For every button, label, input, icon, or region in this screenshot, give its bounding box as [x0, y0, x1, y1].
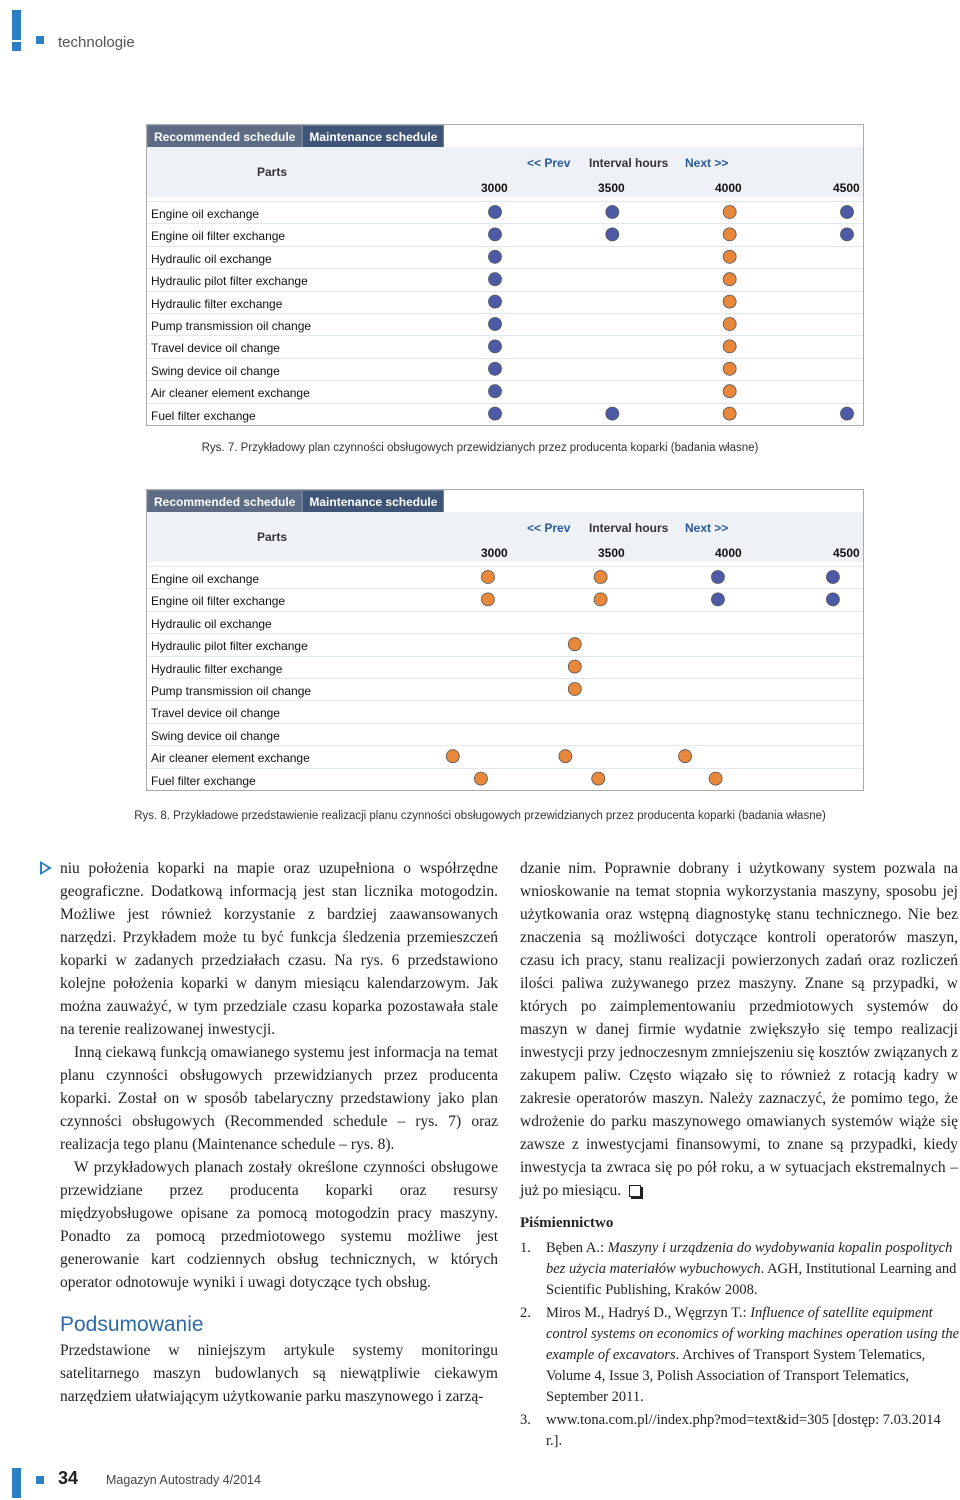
- bibliography-rest: . AGH, Institutional Learning and Scientific Publishing, Kraków 2008.: [546, 1261, 957, 1298]
- part-name: Engine oil exchange: [151, 572, 260, 586]
- schedule-marker-orange: [709, 772, 722, 785]
- schedule-marker-blue: [489, 362, 502, 375]
- section-title: technologie: [58, 34, 135, 51]
- paragraph: Przedstawione w niniejszym artykule systemy monitoringu satelitarnego maszyn budowlanych są niewątpliwie ciekawym narzędziem ułatwiającym użytkowanie parku maszynowego i zarzą-: [60, 1342, 498, 1405]
- interval-tick-label: 3500: [598, 181, 625, 195]
- interval-hours-label: Interval hours: [589, 521, 669, 535]
- bibliography-text: [546, 1303, 960, 1408]
- schedule-markers: [147, 125, 863, 425]
- schedule-marker-orange: [474, 772, 487, 785]
- bibliography-item: [520, 1238, 960, 1301]
- next-button[interactable]: Next >>: [685, 521, 729, 535]
- parts-label: Parts: [257, 165, 288, 179]
- interval-tick-label: 4500: [833, 546, 860, 560]
- bibliography-number: 2.: [520, 1305, 531, 1321]
- bibliography-title-italic: Maszyny i urządzenia do wydobywania kopalin pospolitych bez użycia materiałów wybuchowych: [546, 1240, 953, 1277]
- prev-button[interactable]: << Prev: [527, 521, 571, 535]
- part-name: Engine oil filter exchange: [151, 229, 286, 244]
- schedule-marker-blue: [489, 385, 502, 398]
- schedule-marker-orange: [446, 750, 459, 763]
- schedule-marker-blue: [489, 273, 502, 286]
- bibliography-item: [520, 1410, 960, 1452]
- schedule-marker-blue: [841, 206, 854, 219]
- page-number: 34: [58, 1468, 79, 1488]
- square-bullet-icon: [36, 36, 44, 44]
- schedule-marker-blue: [489, 318, 502, 331]
- tab-recommended-schedule[interactable]: Recommended schedule: [147, 125, 302, 149]
- schedule-markers: [147, 490, 863, 790]
- section-heading: Podsumowanie: [60, 1313, 204, 1336]
- right-column: [520, 857, 958, 1202]
- schedule-marker-orange: [723, 295, 736, 308]
- bibliography-author: Bęben A.:: [546, 1240, 608, 1256]
- schedule-marker-orange: [594, 571, 607, 584]
- part-name: Hydraulic filter exchange: [151, 661, 283, 676]
- left-column: [60, 857, 498, 1294]
- figure-maintenance-schedule: [146, 489, 864, 791]
- part-name: Hydraulic oil exchange: [151, 251, 272, 266]
- tab-maintenance-schedule[interactable]: Maintenance schedule: [302, 125, 444, 149]
- paragraph: Inną ciekawą funkcją omawianego systemu jest informacja na temat planu czynności obsługowych przewidzianych przez producenta koparki. Został on w sposób tabelaryczny przedstawiony jako plan czynności obsługowych (Recommended schedule – rys. 7) oraz realizacja tego planu (Maintenance schedule – rys. 8).: [60, 1044, 498, 1153]
- part-name: Hydraulic pilot filter exchange: [151, 274, 308, 289]
- schedule-marker-blue: [826, 571, 839, 584]
- interval-tick-label: 3500: [598, 546, 625, 560]
- bibliography-item: [520, 1303, 960, 1408]
- interval-tick-label: 4000: [715, 181, 742, 195]
- part-name: Air cleaner element exchange: [151, 751, 310, 766]
- schedule-marker-orange: [481, 593, 494, 606]
- parts-label: Parts: [257, 530, 288, 544]
- bibliography-rest: . Archives of Transport System Telematics, Volume 4, Issue 3, Polish Association of Transport Telematics, September 2011.: [546, 1347, 926, 1405]
- schedule-marker-blue: [489, 340, 502, 353]
- schedule-marker-blue: [841, 407, 854, 420]
- schedule-marker-orange: [723, 206, 736, 219]
- schedule-marker-orange: [592, 772, 605, 785]
- part-name: Hydraulic filter exchange: [151, 296, 283, 311]
- schedule-marker-orange: [568, 683, 581, 696]
- schedule-marker-blue: [606, 407, 619, 420]
- part-name: Pump transmission oil change: [151, 319, 312, 333]
- next-button[interactable]: Next >>: [685, 156, 729, 170]
- magazine-name: Magazyn Autostrady 4/2014: [106, 1473, 261, 1487]
- interval-tick-label: 3000: [481, 181, 508, 195]
- continuation-arrow-icon: [40, 861, 52, 875]
- schedule-marker-orange: [481, 571, 494, 584]
- schedule-marker-blue: [489, 228, 502, 241]
- schedule-marker-blue: [489, 407, 502, 420]
- part-name: Fuel filter exchange: [151, 773, 256, 788]
- schedule-marker-blue: [489, 206, 502, 219]
- schedule-marker-orange: [723, 273, 736, 286]
- schedule-marker-orange: [568, 660, 581, 673]
- paragraph: niu położenia koparki na mapie oraz uzupełniona o współrzędne geograficzne. Dodatkową informacją jest stan licznika motogodzin. Możliwe jest również korzystanie z bardziej zaawansowanych narzędzi. Przykładem może tu być funkcja śledzenia przemieszczeń koparki w zadanych przedziałach czasu. Na rys. 6 przedstawiono kolejne położenia koparki w danym miesiącu kalendarzowym. Jak można zauważyć, w tym przedziale czasu koparka pozostawała stale na terenie realizowanej inwestycji.: [60, 860, 498, 1038]
- schedule-marker-orange: [723, 340, 736, 353]
- bibliography-number: 1.: [520, 1240, 531, 1256]
- part-name: Fuel filter exchange: [151, 408, 256, 423]
- part-name: Engine oil filter exchange: [151, 594, 286, 609]
- brand-mark-icon: [12, 10, 26, 48]
- interval-hours-label: Interval hours: [589, 156, 669, 170]
- part-name: Pump transmission oil change: [151, 684, 312, 698]
- figure-7-caption: Rys. 7. Przykładowy plan czynności obsługowych przewidzianych przez producenta koparki (badania własne): [201, 442, 759, 454]
- schedule-marker-orange: [559, 750, 572, 763]
- interval-tick-label: 4000: [715, 546, 742, 560]
- schedule-marker-orange: [723, 318, 736, 331]
- part-name: Engine oil exchange: [151, 207, 260, 221]
- part-name: Swing device oil change: [151, 728, 280, 743]
- interval-tick-label: 4500: [833, 181, 860, 195]
- part-name: Hydraulic oil exchange: [151, 616, 272, 631]
- schedule-marker-blue: [826, 593, 839, 606]
- schedule-marker-blue: [489, 250, 502, 263]
- part-name: Air cleaner element exchange: [151, 386, 310, 401]
- part-name: Travel device oil change: [151, 706, 280, 721]
- bibliography-title-italic: Influence of satellite equipment control systems on economics of working machines operation using the example of excavators: [546, 1305, 960, 1363]
- part-name: Travel device oil change: [151, 341, 280, 356]
- part-name: Swing device oil change: [151, 363, 280, 378]
- schedule-marker-blue: [841, 228, 854, 241]
- schedule-marker-orange: [723, 407, 736, 420]
- schedule-marker-blue: [711, 593, 724, 606]
- figure-8-caption: Rys. 8. Przykładowe przedstawienie realizacji planu czynności obsługowych przewidzianych przez producenta koparki (badania własne): [134, 810, 826, 822]
- part-name: Hydraulic pilot filter exchange: [151, 639, 308, 654]
- schedule-marker-orange: [723, 228, 736, 241]
- square-bullet-icon: [36, 1476, 44, 1484]
- bibliography-author: Miros M., Hadryś D., Węgrzyn T.:: [546, 1305, 751, 1321]
- bibliography-title: Piśmiennictwo: [520, 1215, 614, 1231]
- brand-mark-icon: [12, 1468, 21, 1498]
- schedule-marker-orange: [594, 593, 607, 606]
- schedule-marker-blue: [489, 295, 502, 308]
- figure-recommended-schedule: [146, 124, 864, 426]
- end-of-article-icon: [629, 1185, 641, 1197]
- bibliography-text: [546, 1410, 960, 1452]
- prev-button[interactable]: << Prev: [527, 156, 571, 170]
- schedule-marker-orange: [723, 385, 736, 398]
- paragraph: [520, 857, 958, 1202]
- paragraph: W przykładowych planach zostały określone czynności obsługowe przewidziane przez producenta koparki oraz resursy międzyobsługowe opisane za pomocą motogodzin pracy maszyny. Ponadto za pomocą przedmiotowego systemu możliwe jest generowanie kart codziennych obsług technicznych, w których operator odnotowuje wyniki i uwagi dotyczące tych obsług.: [60, 1159, 498, 1291]
- schedule-marker-orange: [568, 638, 581, 651]
- interval-tick-label: 3000: [481, 546, 508, 560]
- schedule-marker-blue: [711, 571, 724, 584]
- schedule-marker-orange: [723, 250, 736, 263]
- tab-recommended-schedule[interactable]: Recommended schedule: [147, 490, 302, 514]
- schedule-marker-orange: [679, 750, 692, 763]
- bibliography-text: [546, 1238, 960, 1301]
- schedule-marker-orange: [723, 362, 736, 375]
- schedule-marker-blue: [606, 206, 619, 219]
- bibliography-author: www.tona.com.pl//index.php?mod=text&id=305 [dostęp: 7.03.2014 r.].: [546, 1412, 941, 1449]
- bibliography-number: 3.: [520, 1412, 531, 1428]
- bibliography-list: [520, 1238, 960, 1454]
- paragraph-text: dzanie nim. Poprawnie dobrany i użytkowany system pozwala na wnioskowanie na temat stopnia wykorzystania maszyny, sposobu jej użytkowania oraz wstępną diagnostykę stanu technicznego. Nie bez znaczenia są możliwości dotyczące kontroli operatorów maszyn, czasu ich pracy, stanu realizacji powierzonych zadań oraz rozliczeń ilości paliwa zużywanego przez maszyny. Znane są przypadki, w których po zaimplementowaniu przedmiotowych systemów do maszyn w danej firmie wydatnie zwiększyło się tempo realizacji inwestycji przy jednoczesnym zmniejszeniu się kosztów związanych z zakupem paliw. Często wiązało się to również z rotacją kadry w zakresie operatorów maszyn. Należy zaznaczyć, że pomimo tego, że wdrożenie do parku maszynowego omawianych systemów wiąże się zawsze z inwestycjami finansowymi, to znane są przypadki, kiedy inwestycja ta zwraca się po pół roku, a w sytuacjach ekstremalnych – już po miesiącu.: [520, 860, 958, 1199]
- tab-maintenance-schedule[interactable]: Maintenance schedule: [302, 490, 444, 514]
- summary-paragraph-block: [60, 1339, 498, 1408]
- schedule-marker-blue: [606, 228, 619, 241]
